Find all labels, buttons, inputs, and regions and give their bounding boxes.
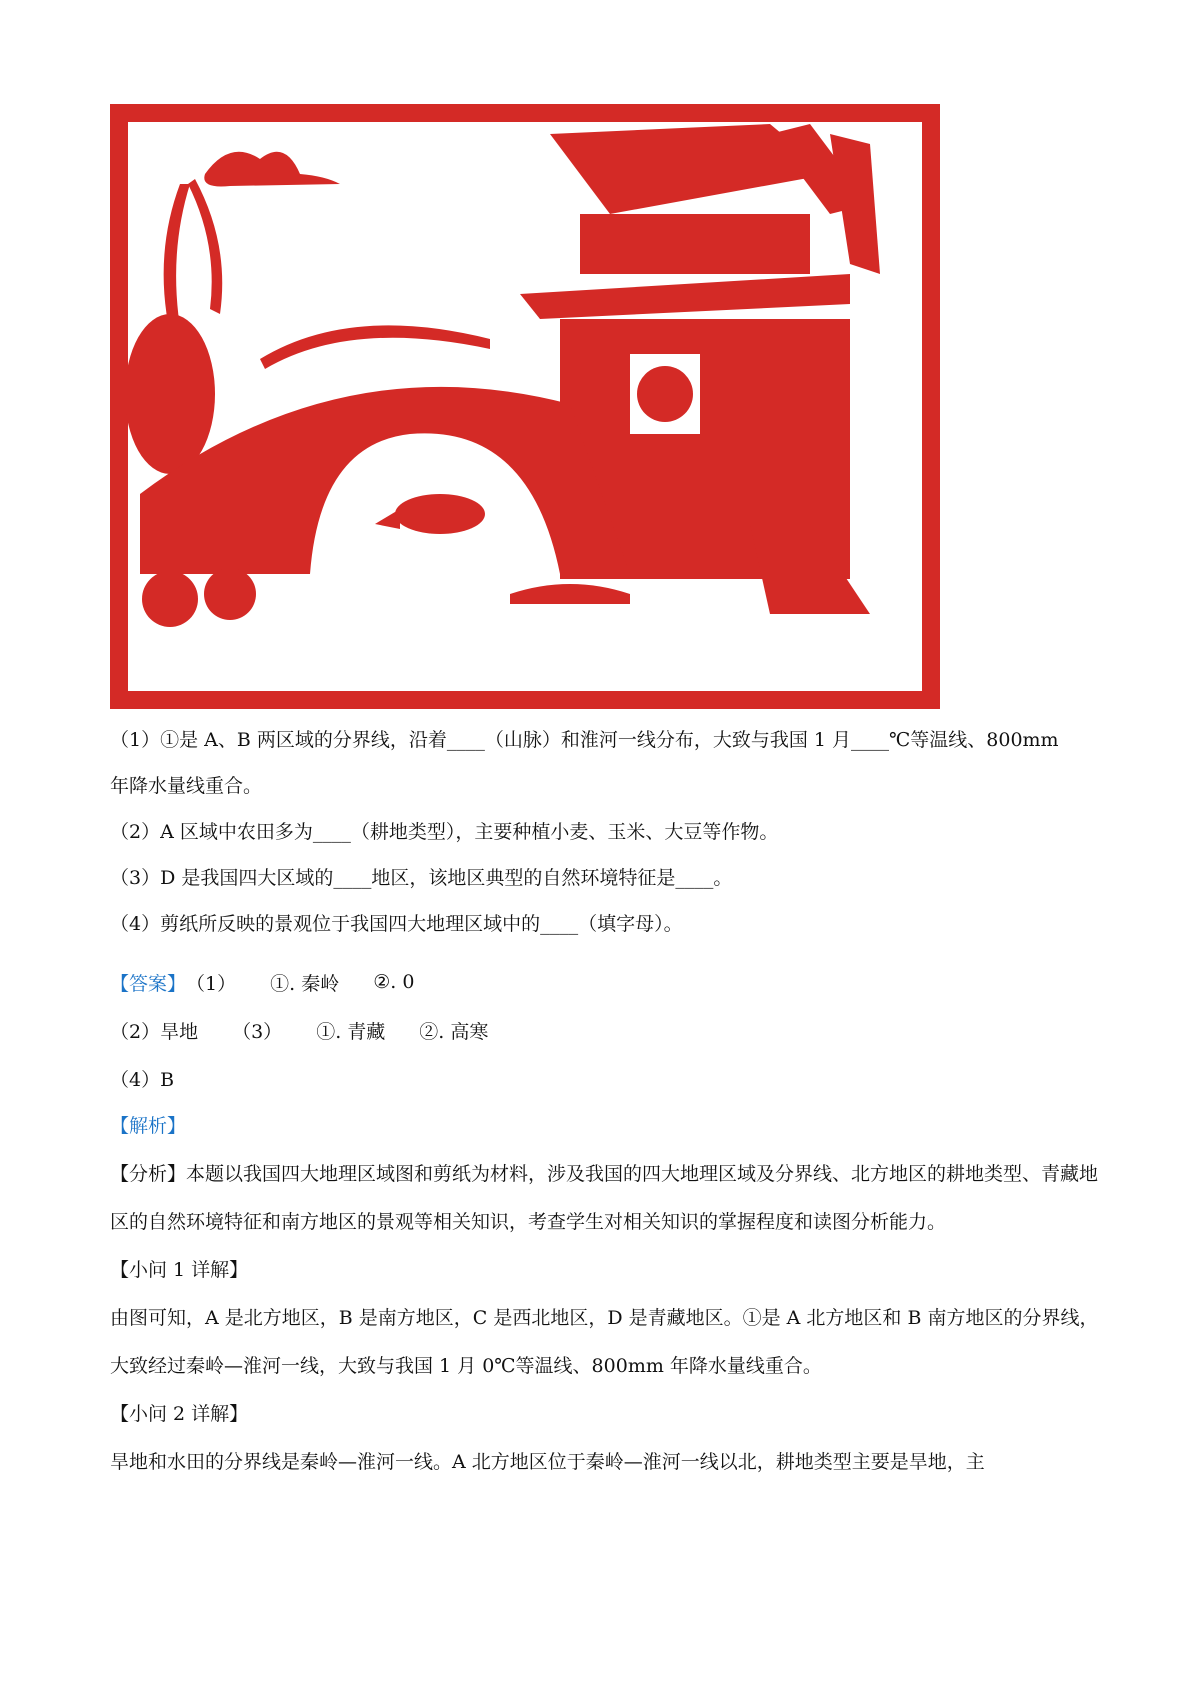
analysis-fenxi: 【分析】本题以我国四大地理区域图和剪纸为材料，涉及我国的四大地理区域及分界线、北方地区的耕地类型、青藏地区的自然环境特征和南方地区的景观等相关知识，考查学生对相关知识的掌握程度和读图分析能力。 <box>110 1163 1099 1233</box>
sub1-text: 由图可知，A 是北方地区，B 是南方地区，C 是西北地区，D 是青藏地区。①是 A 北方地区和 B 南方地区的分界线，大致经过秦岭—淮河一线，大致与我国 1 月 0℃等温线、800mm 年降水量线重合。 <box>110 1307 1099 1377</box>
answer-q3-a: ①. 青藏 <box>316 1020 386 1043</box>
question-2: （2）A 区域中农田多为____（耕地类型），主要种植小麦、玉米、大豆等作物。 <box>110 821 779 843</box>
question-1-line-1: （1）①是 A、B 两区域的分界线，沿着____（山脉）和淮河一线分布，大致与我国 1 月____℃等温线、800mm <box>110 729 1059 751</box>
answer-row-3 <box>110 1054 1100 1102</box>
answer-q4: （4）B <box>110 1068 175 1091</box>
paper-cut-illustration <box>110 104 940 709</box>
answer-q3-num: （3） <box>232 1020 283 1043</box>
sub2-text: 旱地和水田的分界线是秦岭—淮河一线。A 北方地区位于秦岭—淮河一线以北，耕地类型主要是旱地，主 <box>110 1451 985 1473</box>
answer-label: 【答案】 <box>110 972 187 995</box>
question-4: （4）剪纸所反映的景观位于我国四大地理区域中的____（填字母）。 <box>110 913 683 935</box>
analysis-label: 【解析】 <box>110 1115 187 1137</box>
document-content <box>110 728 1100 1486</box>
question-1-line-2: 年降水量线重合。 <box>110 775 263 797</box>
sub2-title: 【小问 2 详解】 <box>110 1403 249 1425</box>
answer-row-2 <box>110 1006 1100 1054</box>
answer-q1-b: ②. 0 <box>373 971 415 993</box>
sub1-title: 【小问 1 详解】 <box>110 1259 249 1281</box>
answer-q1-a: ①. 秦岭 <box>270 972 340 995</box>
answer-row-1 <box>110 958 1100 1006</box>
answer-q3-b: ②. 高寒 <box>419 1020 489 1043</box>
question-3: （3）D 是我国四大区域的____地区，该地区典型的自然环境特征是____。 <box>110 867 733 889</box>
answer-q2: （2）旱地 <box>110 1020 199 1043</box>
answer-q1-num: （1） <box>186 972 237 995</box>
